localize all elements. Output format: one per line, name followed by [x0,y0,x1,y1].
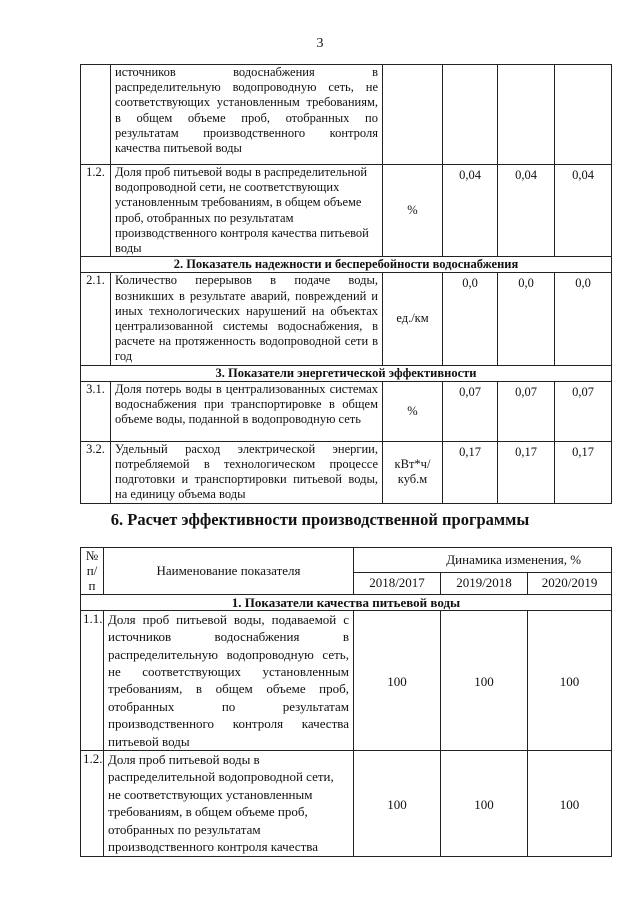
row-number: 3.2. [81,441,111,503]
column-header-dynamics: Динамика изменения, % [354,548,612,573]
value-cell: 0,17 [555,441,612,503]
indicator-description: Доля проб питьевой воды в распределительной водопроводной сети, не соответствующих установленным требованиям, в общем объеме проб, отобранных по результатам производственного контроля качества питьевой воды [111,165,383,257]
value-cell: 0,0 [555,273,612,365]
indicator-description: источников водоснабжения в распределительную водопроводную сеть, не соответствующих установленным требованиям, в общем объеме проб, отобранных по результатам производственного контроля качества питьевой воды [111,65,383,165]
table-row [81,65,612,165]
column-header-year: 2018/2017 [354,572,441,594]
unit-cell [383,65,443,165]
value-cell: 100 [441,610,528,750]
section-row [81,594,612,610]
section-heading: 6. Расчет эффективности производственной программы [110,510,530,529]
unit-cell: ед./км [383,273,443,365]
table-row [81,381,612,441]
row-number: 1.2. [81,751,104,856]
row-number: 1.1. [81,610,104,750]
page-number: 3 [316,36,324,51]
indicator-description: Количество перерывов в подаче воды, возникших в результате аварий, повреждений и иных технологических нарушений на объектах централизованной системы водоснабжения, в расчете на протяженность водопроводной сети в год [111,273,383,365]
unit-cell: % [383,381,443,441]
value-cell: 100 [441,751,528,856]
value-cell [555,65,612,165]
row-number: 3.1. [81,381,111,441]
unit-cell: кВт*ч/ куб.м [383,441,443,503]
value-cell: 0,04 [555,165,612,257]
column-header-number: № п/п [81,548,104,595]
column-header-name: Наименование показателя [104,548,354,595]
section-title: 2. Показатель надежности и бесперебойности водоснабжения [81,257,612,273]
value-cell: 0,0 [443,273,498,365]
value-cell: 0,07 [443,381,498,441]
section-row [81,257,612,273]
column-header-year: 2020/2019 [528,572,612,594]
value-cell: 0,07 [555,381,612,441]
unit-cell: % [383,165,443,257]
indicator-description: Доля проб питьевой воды, подаваемой с источников водоснабжения в распределительную водопроводную сеть, не соответствующих установленным требованиям, в общем объеме проб, отобранных по результатам производственного контроля качества питьевой воды [104,610,354,750]
value-cell: 100 [528,610,612,750]
value-cell: 0,04 [498,165,555,257]
value-cell: 0,17 [498,441,555,503]
row-number: 1.2. [81,165,111,257]
efficiency-table [80,547,612,857]
value-cell: 100 [528,751,612,856]
value-cell: 0,07 [498,381,555,441]
column-header-year: 2019/2018 [441,572,528,594]
table-row [81,441,612,503]
header-row [81,548,612,573]
value-cell: 0,0 [498,273,555,365]
row-number [81,65,111,165]
indicator-description: Доля проб питьевой воды в распределительной водопроводной сети, не соответствующих установленным требованиям, в общем объеме проб, отобранных по результатам производственного контроля качества [104,751,354,856]
indicator-description: Удельный расход электрической энергии, потребляемой в технологическом процессе подготовки и транспортировки питьевой воды, на единицу объема воды [111,441,383,503]
value-cell [443,65,498,165]
value-cell: 0,17 [443,441,498,503]
section-title: 1. Показатели качества питьевой воды [81,594,612,610]
table-row [81,165,612,257]
value-cell [498,65,555,165]
section-row [81,365,612,381]
section-title: 3. Показатели энергетической эффективности [81,365,612,381]
value-cell: 0,04 [443,165,498,257]
value-cell: 100 [354,751,441,856]
indicators-table [80,64,612,504]
indicator-description: Доля потерь воды в централизованных системах водоснабжения при транспортировке в общем объеме воды, поданной в водопроводную сеть [111,381,383,441]
value-cell: 100 [354,610,441,750]
row-number: 2.1. [81,273,111,365]
table-row [81,610,612,750]
table-row [81,751,612,856]
table-row [81,273,612,365]
